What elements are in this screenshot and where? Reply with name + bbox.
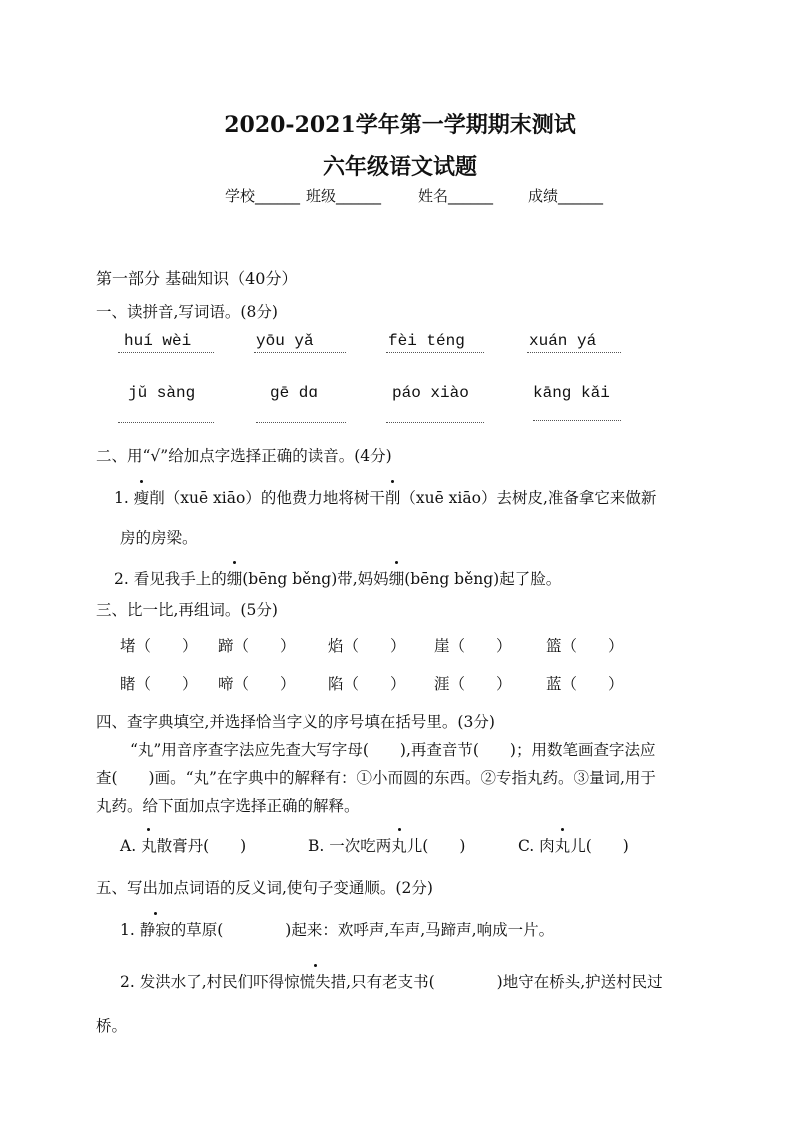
name-field: 姓名______: [418, 187, 494, 205]
option-text: 儿( ): [570, 837, 629, 855]
answer-line[interactable]: [386, 422, 484, 423]
dotted-char: 丸: [555, 834, 571, 856]
compare-item: 焰（ ）: [328, 637, 406, 655]
dotted-char: 绷: [389, 567, 405, 589]
dotted-char: 削: [385, 486, 401, 508]
answer-line[interactable]: [118, 352, 214, 353]
q4-option-c: [518, 834, 629, 856]
q5-heading: 五、写出加点词语的反义词,使句子变通顺。(2分): [96, 879, 433, 897]
compare-item: 崖（ ）: [434, 637, 512, 655]
item-text: 2. 发洪水了,村民们吓得: [120, 973, 285, 991]
q2-item2: [114, 567, 561, 589]
item-text: ,只有老支书( )地守在桥头,护送村民过: [346, 973, 663, 991]
q1-heading: 一、读拼音,写词语。(8分): [96, 303, 278, 321]
compare-item: 篮（ ）: [546, 637, 624, 655]
pinyin-1: huí wèi: [124, 332, 192, 350]
q4-para-line2: 查( )画。“丸”在字典中的解释有：①小而圆的东西。②专指丸药。③量词,用于: [96, 769, 656, 787]
option-text: 儿( ): [406, 837, 466, 855]
pinyin-4: xuán yá: [529, 332, 597, 350]
dotted-char: 瘦: [134, 486, 150, 508]
item-text: 的草原( )起来：欢呼声,车声,马蹄声,响成一片。: [170, 921, 555, 939]
item-text: 削（xuē xiāo）的他费力地将树干: [149, 489, 385, 507]
q4-option-a: [120, 834, 246, 856]
school-field: 学校______: [225, 187, 301, 205]
exam-subtitle: 六年级语文试题: [322, 154, 477, 180]
q2-heading: 二、用“√”给加点字选择正确的读音。(4分): [96, 447, 392, 465]
pinyin-8: kāng kǎi: [533, 384, 610, 402]
q2-item1-cont: 房的房梁。: [120, 529, 198, 547]
compare-item: 堵（ ）: [120, 637, 198, 655]
score-field: 成绩______: [528, 187, 604, 205]
option-letter: A.: [120, 837, 142, 855]
compare-item: 啼（ ）: [218, 675, 296, 693]
dotted-char: 丸: [391, 834, 407, 856]
pinyin-3: fèi téng: [388, 332, 465, 350]
pinyin-7: páo xiào: [392, 384, 469, 402]
compare-item: 睹（ ）: [120, 675, 198, 693]
item-text: (bēng běng)起了脸。: [404, 570, 562, 588]
class-field: 班级______: [306, 187, 382, 205]
q5-item2: [120, 970, 663, 992]
compare-item: 蹄（ ）: [218, 637, 296, 655]
q4-para-line1: “丸”用音序查字法应先查大写字母( ),再查音节( )；用数笔画查字法应: [130, 741, 656, 759]
option-text: C. 肉: [518, 837, 555, 855]
q4-option-b: [308, 834, 465, 856]
dotted-char: 绷: [227, 567, 243, 589]
part1-heading: 第一部分 基础知识（40分）: [96, 269, 298, 288]
exam-title: 2020-2021学年第一学期期末测试: [224, 112, 576, 138]
dotted-word: 静寂: [140, 918, 171, 940]
q4-para-line3: 丸药。给下面加点字选择正确的解释。: [96, 797, 360, 815]
answer-line[interactable]: [386, 352, 484, 353]
item-text: 2. 看见我手上的: [114, 570, 227, 588]
q2-item1: [114, 486, 656, 508]
option-text: 散膏丹( ): [156, 837, 247, 855]
compare-item: 蓝（ ）: [546, 675, 624, 693]
item-number: 1.: [120, 921, 140, 939]
answer-line[interactable]: [527, 352, 621, 353]
q5-item2-cont: 桥。: [96, 1017, 128, 1035]
compare-item: 陷（ ）: [328, 675, 406, 693]
dotted-char: 丸: [141, 834, 157, 856]
q4-heading: 四、查字典填空,并选择恰当字义的序号填在括号里。(3分): [96, 713, 495, 731]
dotted-word: 惊慌失措: [284, 970, 346, 992]
answer-line[interactable]: [118, 422, 214, 423]
answer-line[interactable]: [254, 352, 346, 353]
q5-item1: [120, 918, 554, 940]
q3-heading: 三、比一比,再组词。(5分): [96, 601, 278, 619]
answer-line[interactable]: [533, 420, 621, 421]
compare-item: 涯（ ）: [434, 675, 512, 693]
pinyin-5: jǔ sàng: [128, 384, 196, 402]
item-text: (bēng běng)带,妈妈: [242, 570, 389, 588]
item-text: （xuē xiāo）去树皮,准备拿它来做新: [400, 489, 657, 507]
item-number: 1.: [114, 489, 134, 507]
pinyin-2: yōu yǎ: [256, 332, 314, 350]
pinyin-6: gē dɑ: [270, 384, 319, 402]
option-text: B. 一次吃两: [308, 837, 392, 855]
answer-line[interactable]: [256, 422, 346, 423]
